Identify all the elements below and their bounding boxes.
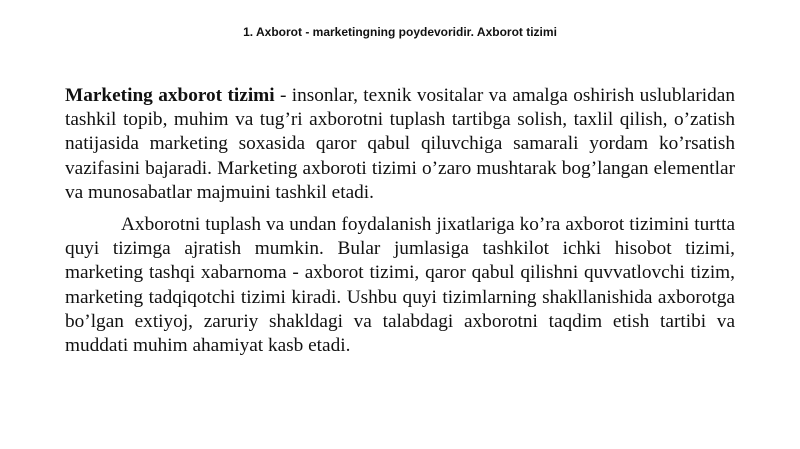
slide-body (65, 84, 735, 358)
slide-title: 1. Axborot - marketingning poydevoridir. Axborot tizimi (243, 25, 557, 39)
definition-text: - insonlar, texnik vositalar va amalga oshirish uslublaridan tashkil topib, muhim va tug’ri axborotni tuplash tartibga solish, taxlil qilish, o’zatish natijasida marketing soxasida qaror qabul qiluvchiga samarali yordam ko’rsatish vazifasini bajaradi. Marketing axboroti tizimi o’zaro mushtarak bog’langan elementlar va munosabatlar majmuini tashkil etadi. (65, 85, 735, 203)
definition-paragraph (65, 84, 735, 205)
subsystems-paragraph: Axborotni tuplash va undan foydalanish jixatlariga ko’ra axborot tizimini turtta quyi tizimga ajratish mumkin. Bular jumlasiga tashkilot ichki hisobot tizimi, marketing tashqi xabarnoma - axborot tizimi, qaror qabul qilishni quvvatlovchi tizim, marketing tadqiqotchi tizimi kiradi. Ushbu quyi tizimlarning shakllanishida axborotga bo’lgan extiyoj, zaruriy shakldagi va talabdagi axborotni taqdim etish tartibi va muddati muhim ahamiyat kasb etadi. (65, 214, 735, 357)
definition-term: Marketing axborot tizimi (65, 85, 275, 106)
